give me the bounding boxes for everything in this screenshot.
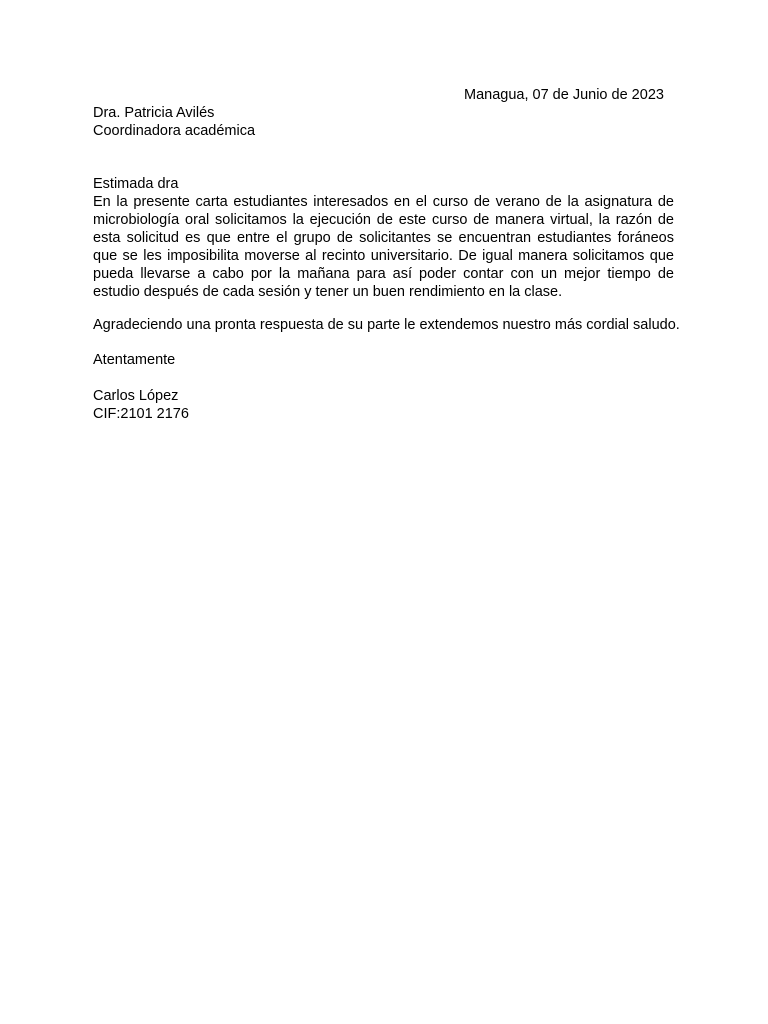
recipient-block (93, 104, 255, 140)
sender-id: CIF:2101 2176 (93, 406, 189, 422)
recipient-name: Dra. Patricia Avilés (93, 105, 215, 121)
letter-closing: Agradeciendo una pronta respuesta de su parte le extendemos nuestro más cordial saludo. (93, 317, 680, 333)
letter-farewell: Atentamente (93, 352, 176, 368)
signature-block (93, 387, 189, 423)
letter-date: Managua, 07 de Junio de 2023 (464, 87, 664, 103)
recipient-title: Coordinadora académica (93, 123, 256, 139)
letter-greeting: Estimada dra (93, 176, 179, 192)
sender-name: Carlos López (93, 388, 179, 404)
letter-body: En la presente carta estudiantes interesados en el curso de verano de la asignatura de microbiología oral solicitamos la ejecución de este curso de manera virtual, la razón de esta solicitud es que entre el grupo de solicitantes se encuentran estudiantes foráneos que se les imposibilita moverse al recinto universitario. De igual manera solicitamos que pueda llevarse a cabo por la mañana para así poder contar con un mejor tiempo de estudio después de cada sesión y tener un buen rendimiento en la clase. (93, 194, 674, 300)
